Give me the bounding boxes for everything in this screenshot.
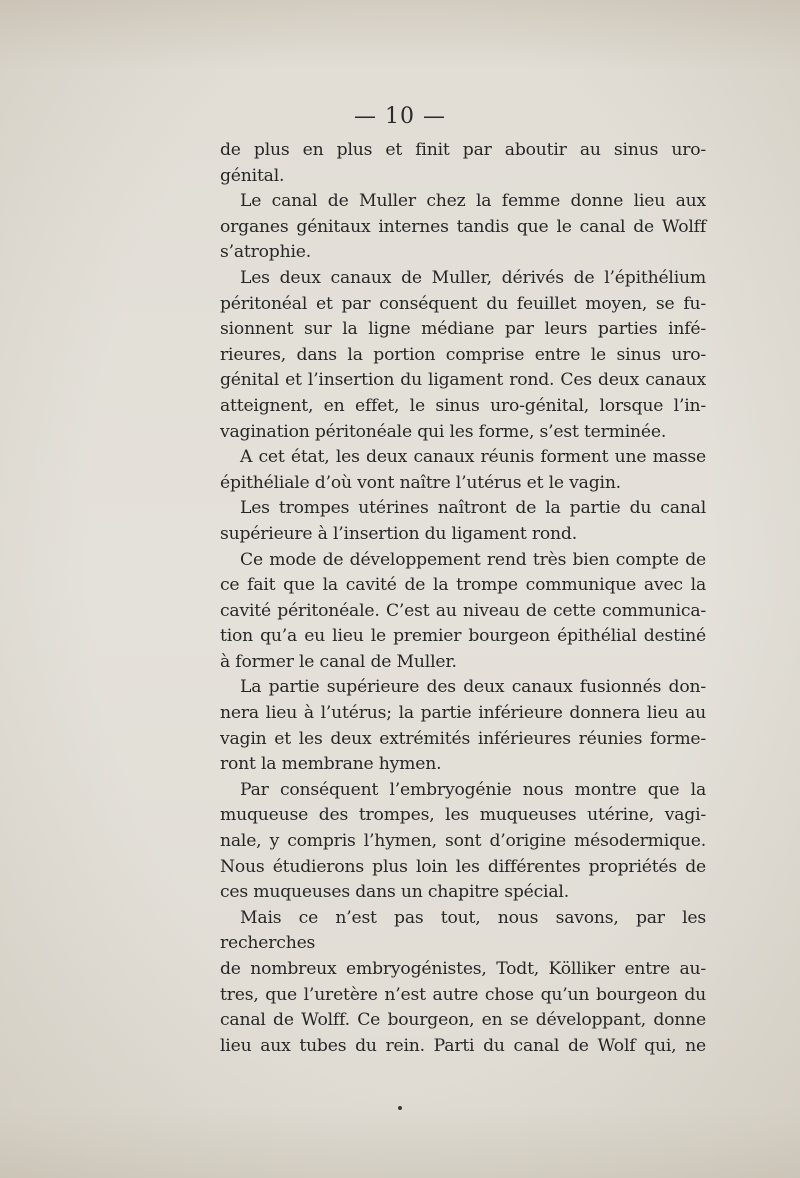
text-line: La partie supérieure des deux canaux fusionnés don- (240, 677, 706, 698)
paragraph (220, 189, 706, 266)
text-line: vagination péritonéale qui les forme, s’est terminée. (220, 421, 667, 442)
text-line: Ce mode de développement rend très bien compte de (240, 549, 706, 570)
text-line: génital. (220, 165, 285, 186)
text-line: tres, que l’uretère n’est autre chose qu’un bourgeon du (220, 984, 706, 1005)
text-line: Mais ce n’est pas tout, nous savons, par les recherches (220, 907, 706, 954)
paragraph (220, 496, 706, 547)
text-line: de nombreux embryogénistes, Todt, Kölliker entre au- (220, 959, 706, 979)
text-line: rieures, dans la portion comprise entre le sinus uro- (220, 344, 706, 365)
text-line: s’atrophie. (220, 242, 312, 263)
text-line: A cet état, les deux canaux réunis forment une masse (240, 447, 706, 468)
paragraph (220, 138, 706, 189)
text-line: péritonéal et par conséquent du feuillet moyen, se fu- (220, 293, 706, 314)
text-line: nera lieu à l’utérus; la partie inférieure donnera lieu au (220, 703, 706, 724)
text-line: tion qu’a eu lieu le premier bourgeon épithélial destiné (220, 626, 706, 647)
text-line: génital et l’insertion du ligament rond. Ces deux canaux (220, 370, 706, 391)
paragraph (220, 266, 706, 445)
text-line: Le canal de Muller chez la femme donne lieu aux (240, 191, 706, 212)
text-line: sionnent sur la ligne médiane par leurs parties infé- (220, 319, 706, 340)
paragraph (220, 778, 706, 906)
text-line: lieu aux tubes du rein. Parti du canal de Wolf qui, ne (220, 1035, 706, 1056)
text-line: cavité péritonéale. C’est au niveau de cette communica- (220, 600, 706, 621)
text-line: atteignent, en effet, le sinus uro-génital, lorsque l’in- (220, 395, 706, 416)
text-line: ront la membrane hymen. (220, 754, 442, 775)
paragraph (220, 548, 706, 676)
ink-speck (398, 1106, 402, 1110)
text-line: ces muqueuses dans un chapitre spécial. (220, 882, 569, 903)
text-line: à former le canal de Muller. (220, 651, 457, 672)
paragraph (220, 906, 706, 1060)
page-number: — 10 — (354, 104, 446, 129)
paragraph (220, 675, 706, 777)
text-line: épithéliale d’où vont naître l’utérus et le vagin. (220, 472, 621, 493)
paragraph (220, 445, 706, 496)
text-line: vagin et les deux extrémités inférieures réunies forme- (220, 728, 706, 749)
text-line: Nous étudierons plus loin les différentes propriétés de (220, 856, 706, 877)
text-line: de plus en plus et finit par aboutir au sinus uro- (220, 140, 706, 160)
text-line: Les trompes utérines naîtront de la partie du canal (240, 498, 706, 519)
text-line: canal de Wolff. Ce bourgeon, en se développant, donne (220, 1010, 706, 1031)
text-line: ce fait que la cavité de la trompe communique avec la (220, 575, 706, 596)
text-line: organes génitaux internes tandis que le canal de Wolff (220, 216, 706, 237)
text-line: muqueuse des trompes, les muqueuses utérine, vagi- (220, 805, 706, 826)
body-text (220, 138, 706, 1059)
text-line: Par conséquent l’embryogénie nous montre que la (240, 779, 706, 800)
text-line: nale, y compris l’hymen, sont d’origine mésodermique. (220, 831, 706, 852)
text-line: supérieure à l’insertion du ligament rond. (220, 523, 577, 544)
text-line: Les deux canaux de Muller, dérivés de l’épithélium (240, 267, 706, 288)
